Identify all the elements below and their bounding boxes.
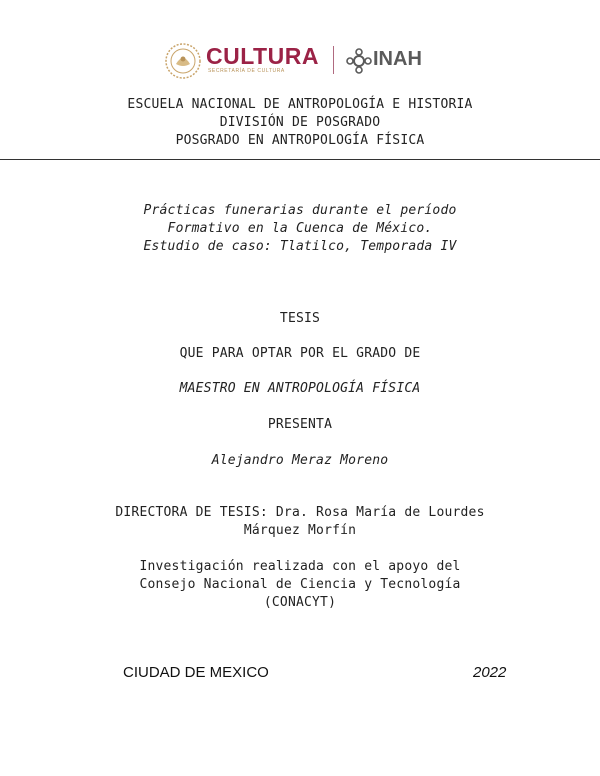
degree-name-label: MAESTRO EN ANTROPOLOGÍA FÍSICA — [179, 381, 421, 396]
header-divider — [0, 159, 600, 160]
logo-divider — [333, 46, 334, 74]
thesis-title — [0, 202, 600, 256]
cultura-logo-text: CULTURA — [206, 43, 319, 69]
city-label: CIUDAD DE MEXICO — [123, 664, 269, 681]
cultura-logo-subtext: SECRETARÍA DE CULTURA — [208, 68, 285, 74]
thesis-director-line: DIRECTORA DE TESIS: Dra. Rosa María de Lourdes — [115, 505, 485, 520]
thesis-title-line: Prácticas funerarias durante el período — [143, 203, 457, 218]
thesis-director — [0, 504, 600, 540]
cultura-seal-logo — [164, 42, 202, 80]
year-label: 2022 — [473, 664, 507, 681]
degree-purpose-label: QUE PARA OPTAR POR EL GRADO DE — [179, 346, 421, 361]
institution-heading — [0, 96, 600, 150]
document-type-label: TESIS — [279, 311, 321, 326]
degree-purpose — [0, 345, 600, 363]
document-type — [0, 310, 600, 328]
inah-emblem-icon — [346, 48, 372, 74]
thesis-director-line: Márquez Morfín — [243, 523, 357, 538]
author-name: Alejandro Meraz Moreno — [211, 453, 389, 468]
presents-label-block — [0, 416, 600, 434]
presents-label: PRESENTA — [267, 417, 333, 432]
funding-note-line: (CONACYT) — [263, 595, 337, 610]
funding-note-line: Investigación realizada con el apoyo del — [139, 559, 461, 574]
institution-line: POSGRADO EN ANTROPOLOGÍA FÍSICA — [175, 133, 425, 148]
thesis-title-line: Formativo en la Cuenca de México. — [167, 221, 433, 236]
header-logos — [0, 40, 600, 82]
institution-line: DIVISIÓN DE POSGRADO — [219, 115, 381, 130]
funding-note — [0, 558, 600, 612]
author-block — [0, 452, 600, 470]
thesis-title-line: Estudio de caso: Tlatilco, Temporada IV — [143, 239, 457, 254]
degree-name — [0, 380, 600, 398]
institution-line: ESCUELA NACIONAL DE ANTROPOLOGÍA E HISTORIA — [127, 97, 473, 112]
funding-note-line: Consejo Nacional de Ciencia y Tecnología — [139, 577, 461, 592]
inah-logo-text: INAH — [373, 48, 422, 70]
